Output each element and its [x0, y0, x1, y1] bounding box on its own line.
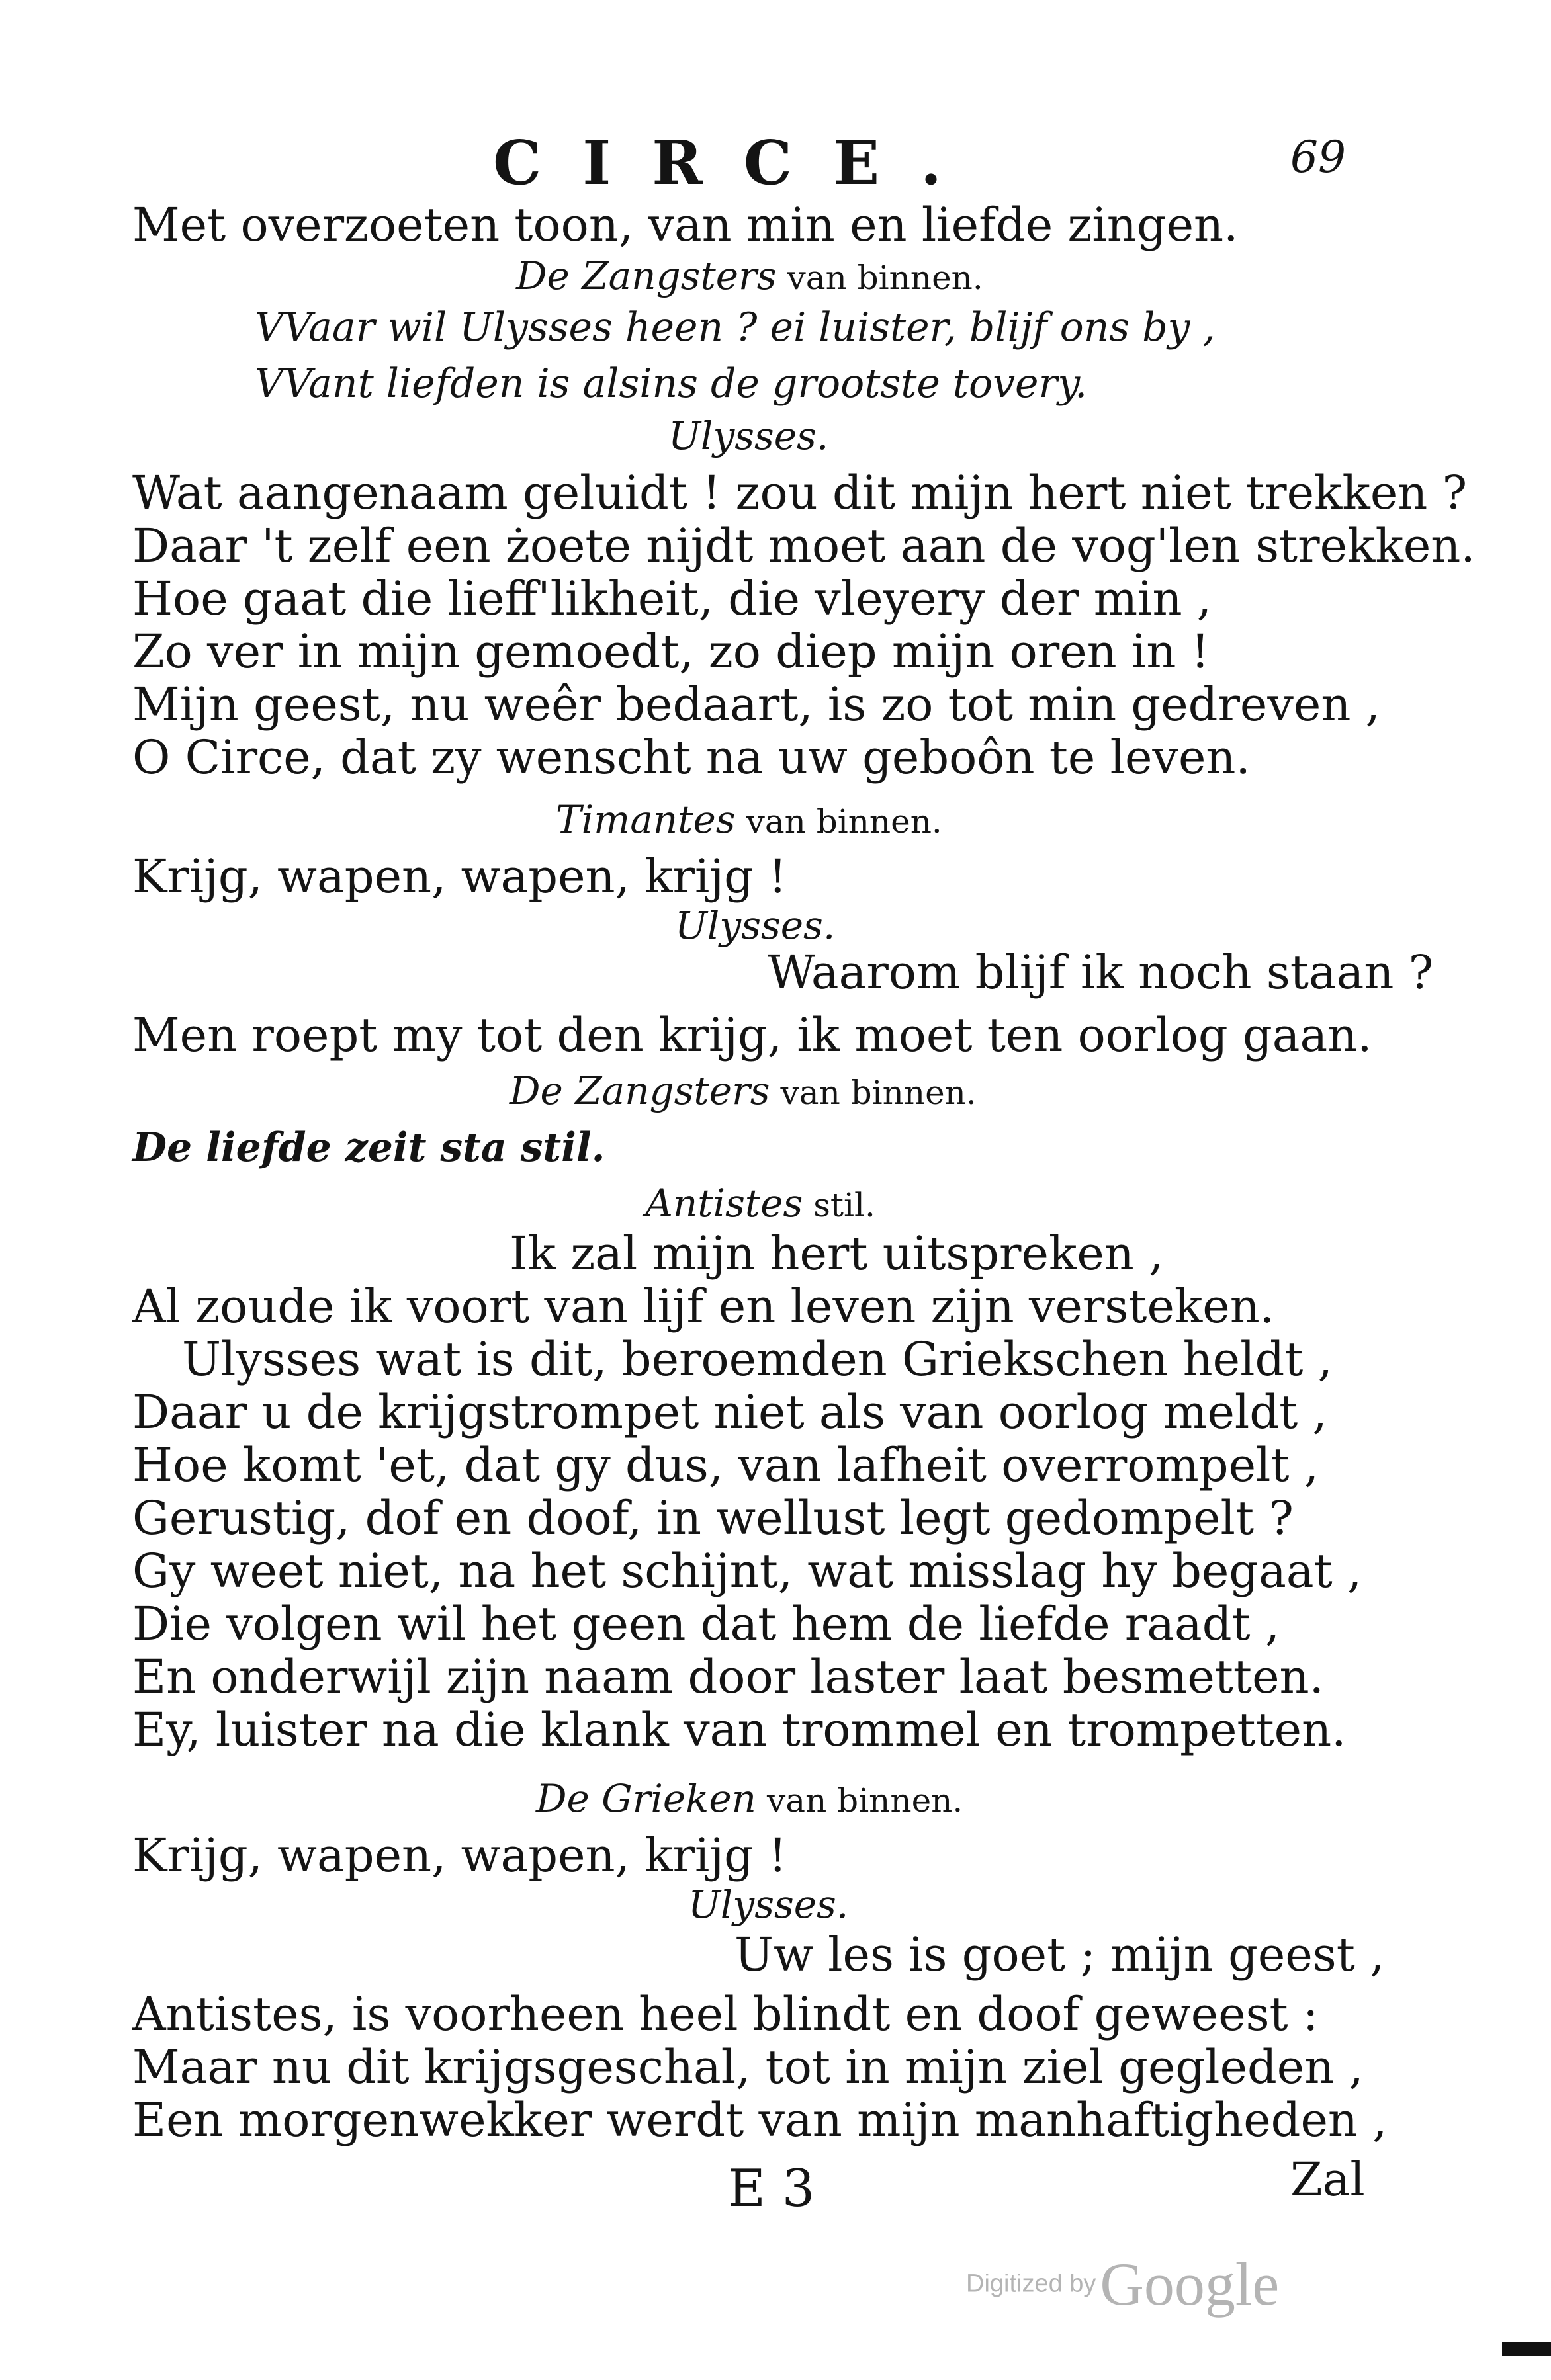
speaker-name: Ulysses.	[675, 903, 836, 948]
page-number: 69	[1290, 132, 1346, 183]
watermark-prefix: Digitized by	[966, 2270, 1096, 2298]
speaker-name: Antistes	[645, 1181, 803, 1226]
verse-line: Ulysses wat is dit, beroemden Griekschen heldt ,	[182, 1332, 1333, 1386]
verse-line: Gy weet niet, na het schijnt, wat misslag hy begaat ,	[132, 1544, 1362, 1598]
verse-line: Ey, luister na die klank van trommel en trompetten.	[132, 1703, 1347, 1757]
speaker-heading	[645, 1181, 875, 1226]
stage-direction: van binnen.	[767, 1781, 963, 1820]
speaker-heading	[668, 413, 829, 458]
speaker-name: Timantes	[556, 797, 736, 842]
verse-line: Krijg, wapen, wapen, krijg !	[132, 1828, 787, 1883]
stage-direction: van binnen.	[780, 1074, 977, 1112]
verse-line: Gerustig, dof en doof, in wellust legt gedompelt ?	[132, 1491, 1294, 1545]
stage-direction: stil.	[813, 1186, 875, 1224]
google-logo: Google	[1100, 2250, 1280, 2318]
speaker-heading	[516, 253, 983, 298]
stage-direction: van binnen.	[787, 259, 983, 297]
catchword: Zal	[1290, 2152, 1365, 2207]
speaker-name: Ulysses.	[688, 1882, 849, 1927]
speaker-name: De Grieken	[536, 1776, 757, 1821]
verse-line: Met overzoeten toon, van min en liefde zingen.	[132, 198, 1239, 252]
stage-direction: van binnen.	[746, 802, 942, 841]
verse-line: Maar nu dit krijgsgeschal, tot in mijn ziel gegleden ,	[132, 2040, 1364, 2094]
speaker-heading	[536, 1776, 963, 1821]
italic-verse-line: VVant liefden is alsins de grootste tovery.	[255, 361, 1088, 407]
verse-line: Die volgen wil het geen dat hem de liefde raadt ,	[132, 1597, 1280, 1651]
speaker-heading	[688, 1882, 849, 1927]
verse-line: Zo ver in mijn gemoedt, zo diep mijn oren in !	[132, 624, 1210, 679]
verse-line: Ik zal mijn hert uitspreken ,	[510, 1226, 1164, 1281]
verse-line: Daar u de krijgstrompet niet als van oorlog meldt ,	[132, 1385, 1327, 1439]
scan-edge-mark	[1502, 2342, 1551, 2356]
speaker-name: Ulysses.	[668, 413, 829, 458]
verse-line: Krijg, wapen, wapen, krijg !	[132, 849, 787, 904]
verse-line: Waarom blijf ik noch staan ?	[768, 945, 1434, 999]
italic-verse-line: De liefde zeit sta stil.	[132, 1125, 605, 1171]
verse-line: Hoe gaat die lieff'likheit, die vleyery der min ,	[132, 572, 1212, 626]
speaker-name: De Zangsters	[510, 1068, 770, 1113]
verse-line: O Circe, dat zy wenscht na uw geboôn te leven.	[132, 730, 1251, 785]
verse-line: Hoe komt 'et, dat gy dus, van lafheit overrompelt ,	[132, 1438, 1319, 1492]
speaker-heading	[510, 1068, 977, 1113]
verse-line: Daar 't zelf een żoete nijdt moet aan de vog'len strekken.	[132, 519, 1476, 573]
verse-line: Uw les is goet ; mijn geest ,	[734, 1928, 1385, 1982]
italic-verse-line: VVaar wil Ulysses heen ? ei luister, blijf ons by ,	[255, 304, 1216, 351]
verse-line: Wat aangenaam geluidt ! zou dit mijn hert niet trekken ?	[132, 466, 1468, 520]
verse-line: Al zoude ik voort van lijf en leven zijn versteken.	[132, 1279, 1275, 1334]
verse-line: En onderwijl zijn naam door laster laat besmetten.	[132, 1650, 1324, 1704]
signature-mark: E 3	[728, 2159, 815, 2219]
verse-line: Een morgenwekker werdt van mijn manhaftigheden ,	[132, 2093, 1388, 2147]
speaker-name: De Zangsters	[516, 253, 777, 298]
speaker-heading	[675, 903, 836, 948]
running-title: CIRCE.	[493, 127, 983, 198]
verse-line: Men roept my tot den krijg, ik moet ten oorlog gaan.	[132, 1008, 1372, 1062]
digitization-watermark	[966, 2249, 1279, 2319]
speaker-heading	[556, 797, 942, 842]
verse-line: Antistes, is voorheen heel blindt en doof geweest :	[132, 1987, 1319, 2041]
verse-line: Mijn geest, nu weêr bedaart, is zo tot min gedreven ,	[132, 677, 1380, 732]
